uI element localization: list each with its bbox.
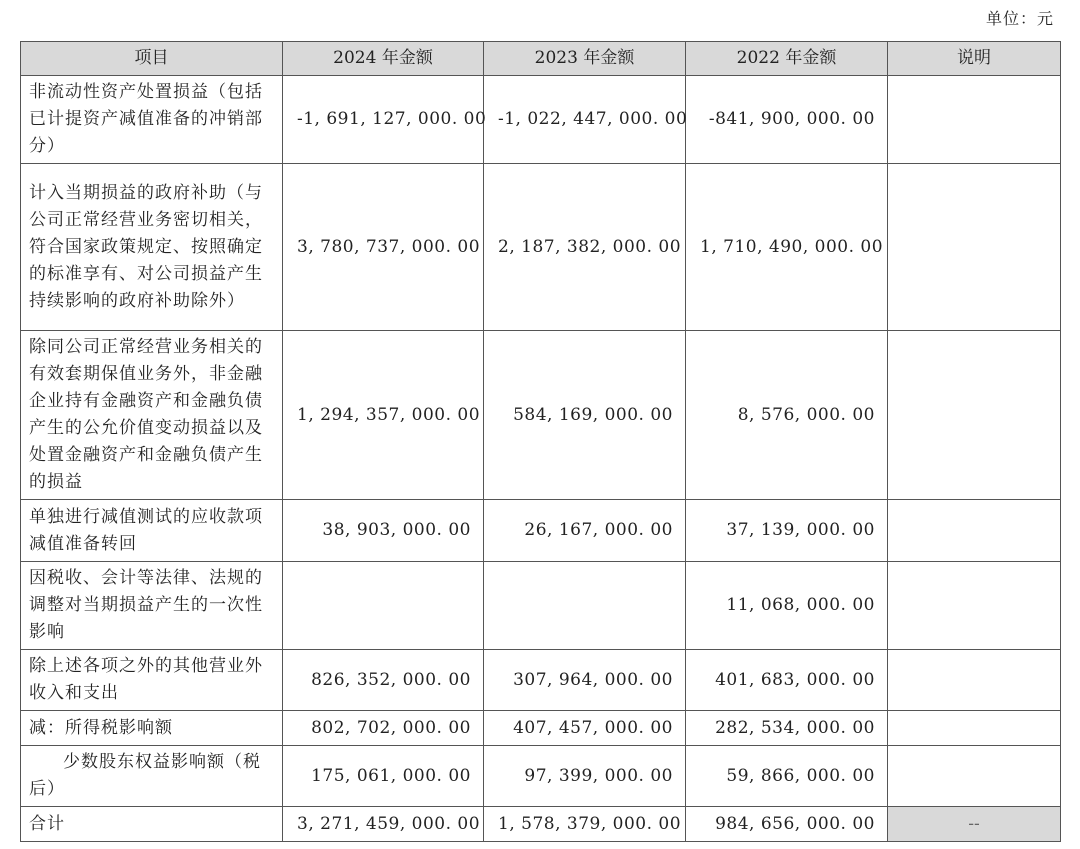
- amount-2023: -1, 022, 447, 000. 00: [484, 76, 686, 164]
- row-note: [888, 711, 1061, 746]
- row-note: [888, 746, 1061, 807]
- amount-2022: 1, 710, 490, 000. 00: [686, 164, 888, 331]
- row-item: 除上述各项之外的其他营业外收入和支出: [21, 650, 283, 711]
- row-item: 合计: [21, 807, 283, 842]
- amount-2023: 2, 187, 382, 000. 00: [484, 164, 686, 331]
- table-header-row: [21, 42, 1061, 76]
- amount-2024: 38, 903, 000. 00: [283, 500, 484, 562]
- table-row: [21, 500, 1061, 562]
- table-row: [21, 76, 1061, 164]
- amount-2022: 401, 683, 000. 00: [686, 650, 888, 711]
- amount-2023: 407, 457, 000. 00: [484, 711, 686, 746]
- table-row: [21, 562, 1061, 650]
- row-note: [888, 650, 1061, 711]
- table-row: [21, 164, 1061, 331]
- header-item: 项目: [21, 42, 283, 76]
- amount-2024: -1, 691, 127, 000. 00: [283, 76, 484, 164]
- amount-2022: -841, 900, 000. 00: [686, 76, 888, 164]
- amount-2023: 26, 167, 000. 00: [484, 500, 686, 562]
- amount-2023: 1, 578, 379, 000. 00: [484, 807, 686, 842]
- amount-2024: 826, 352, 000. 00: [283, 650, 484, 711]
- header-2023: 2023 年金额: [484, 42, 686, 76]
- row-item: 因税收、会计等法律、法规的调整对当期损益产生的一次性影响: [21, 562, 283, 650]
- amount-2024: 175, 061, 000. 00: [283, 746, 484, 807]
- amount-2024: 1, 294, 357, 000. 00: [283, 331, 484, 500]
- row-note: [888, 331, 1061, 500]
- row-note: [888, 500, 1061, 562]
- amount-2024: 3, 780, 737, 000. 00: [283, 164, 484, 331]
- amount-2022: 8, 576, 000. 00: [686, 331, 888, 500]
- amount-2023: 97, 399, 000. 00: [484, 746, 686, 807]
- row-note: [888, 562, 1061, 650]
- row-item: 非流动性资产处置损益（包括已计提资产减值准备的冲销部分）: [21, 76, 283, 164]
- row-item: 除同公司正常经营业务相关的有效套期保值业务外，非金融企业持有金融资产和金融负债产生的公允价值变动损益以及处置金融资产和金融负债产生的损益: [21, 331, 283, 500]
- amount-2023: 307, 964, 000. 00: [484, 650, 686, 711]
- table-row: [21, 331, 1061, 500]
- row-item: 减：所得税影响额: [21, 711, 283, 746]
- row-note: --: [888, 807, 1061, 842]
- table-row: [21, 650, 1061, 711]
- row-note: [888, 76, 1061, 164]
- amount-2023: 584, 169, 000. 00: [484, 331, 686, 500]
- row-note: [888, 164, 1061, 331]
- table-row: [21, 711, 1061, 746]
- header-note: 说明: [888, 42, 1061, 76]
- amount-2022: 59, 866, 000. 00: [686, 746, 888, 807]
- unit-label: 单位：元: [985, 9, 1054, 28]
- row-item: 单独进行减值测试的应收款项减值准备转回: [21, 500, 283, 562]
- amount-2023: [484, 562, 686, 650]
- header-2024: 2024 年金额: [283, 42, 484, 76]
- amount-2024: 3, 271, 459, 000. 00: [283, 807, 484, 842]
- header-2022: 2022 年金额: [686, 42, 888, 76]
- amount-2022: 282, 534, 000. 00: [686, 711, 888, 746]
- amount-2022: 37, 139, 000. 00: [686, 500, 888, 562]
- non-recurring-gains-table: [20, 41, 1061, 842]
- amount-2022: 984, 656, 000. 00: [686, 807, 888, 842]
- amount-2024: [283, 562, 484, 650]
- row-item: 少数股东权益影响额（税后）: [21, 746, 283, 807]
- table-row: [21, 746, 1061, 807]
- amount-2022: 11, 068, 000. 00: [686, 562, 888, 650]
- amount-2024: 802, 702, 000. 00: [283, 711, 484, 746]
- table-row-total: [21, 807, 1061, 842]
- row-item: 计入当期损益的政府补助（与公司正常经营业务密切相关，符合国家政策规定、按照确定的标准享有、对公司损益产生持续影响的政府补助除外）: [21, 164, 283, 331]
